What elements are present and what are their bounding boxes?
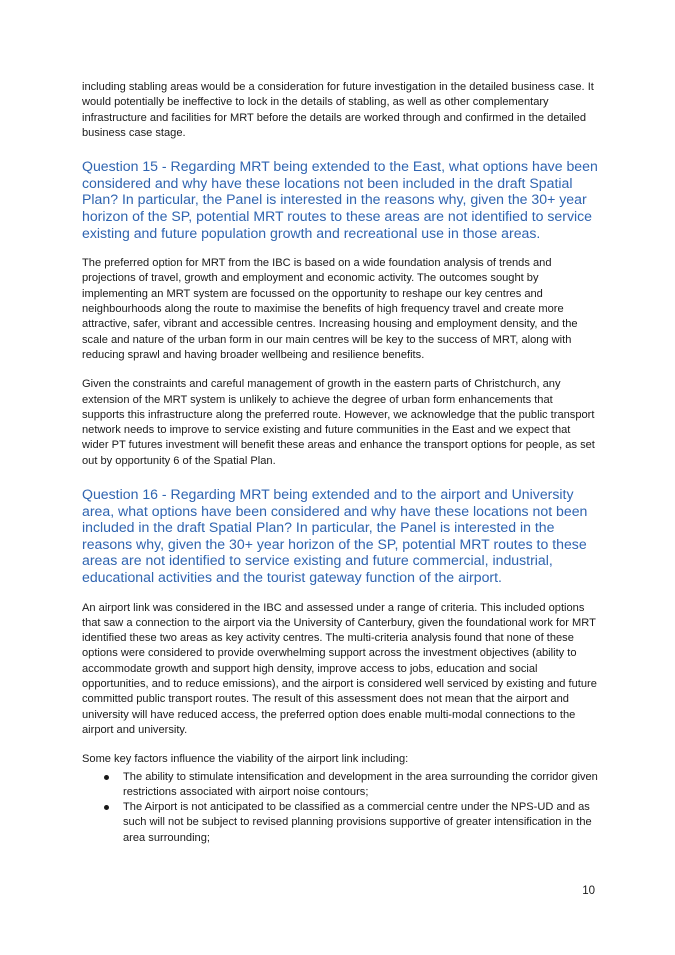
q15-answer-paragraph-2: Given the constraints and careful management of growth in the eastern parts of Christchurch, any extension of the MRT system is unlikely to achieve the degree of urban form enhancements that supports this infrastructure along the preferred route. However, we acknowledge that the public transport network needs to improve to service existing and future communities in the East and we expect that wider PT futures investment will benefit these areas and enhance the transport options for people, as set out by opportunity 6 of the Spatial Plan. xyxy=(82,378,595,467)
intro-paragraph: including stabling areas would be a consideration for future investigation in the detailed business case. It would potentially be ineffective to lock in the details of stabling, as well as other complementary infrastructure and facilities for MRT before the details are worked through and confirmed in the detailed business case stage. xyxy=(82,81,594,139)
q15-answer-paragraph-1: The preferred option for MRT from the IBC is based on a wide foundation analysis of trends and projections of travel, growth and employment and economic activity. The outcomes sought by implementing an MRT system are focussed on the opportunity to reshape our key centres and neighbourhoods along the route to maximise the benefits of high frequency travel and create more attractive, safer, vibrant and accessible centres. Increasing housing and employment density, and the scale and nature of the urban form in our main centres will be key to the success of MRT, along with reducing sprawl and having broader wellbeing and resilience benefits. xyxy=(82,257,578,361)
list-item-text: The Airport is not anticipated to be classified as a commercial centre under the NPS-UD and as such will not be subject to revised planning provisions supportive of greater intensification in the area surrounding; xyxy=(123,801,592,844)
list-item-text: The ability to stimulate intensification and development in the area surrounding the corridor given restrictions associated with airport noise contours; xyxy=(123,770,598,798)
q16-answer-paragraph-1: An airport link was considered in the IBC and assessed under a range of criteria. This included options that saw a connection to the airport via the University of Canterbury, given the foundational work for MRT identified these two areas as key activity centres. The multi-criteria analysis found that none of these options were considered to provide overwhelming support across the investment objectives (ability to accommodate growth and support high density, improve access to jobs, education and social opportunities, and to reduce emissions), and the airport is considered well serviced by existing and future committed public transport routes. The result of this assessment does not mean that the airport and university will have reduced access, the preferred option does enable multi-modal connections to the airport and university. xyxy=(82,601,597,736)
page-content xyxy=(82,80,598,846)
factors-intro-paragraph: Some key factors influence the viability of the airport link including: xyxy=(82,753,409,766)
airport-factors-list xyxy=(82,770,598,846)
page-number: 10 xyxy=(582,885,595,897)
list-item xyxy=(82,800,598,846)
list-item xyxy=(82,770,598,801)
question-15-heading: Question 15 - Regarding MRT being extended to the East, what options have been considered and why have these locations not been included in the draft Spatial Plan? In particular, the Panel is interested in the reasons why, given the 30+ year horizon of the SP, potential MRT routes to these areas are not identified to service existing and future population growth and recreational use in those areas. xyxy=(82,158,598,241)
bullet-icon xyxy=(104,805,109,810)
bullet-icon xyxy=(104,775,109,780)
question-16-heading: Question 16 - Regarding MRT being extended and to the airport and University area, what options have been considered and why have these locations not been included in the draft Spatial Plan? In particular, the Panel is interested in the reasons why, given the 30+ year horizon of the SP, potential MRT routes to these areas are not identified to service existing and future commercial, industrial, educational activities and the tourist gateway function of the airport. xyxy=(82,486,588,585)
